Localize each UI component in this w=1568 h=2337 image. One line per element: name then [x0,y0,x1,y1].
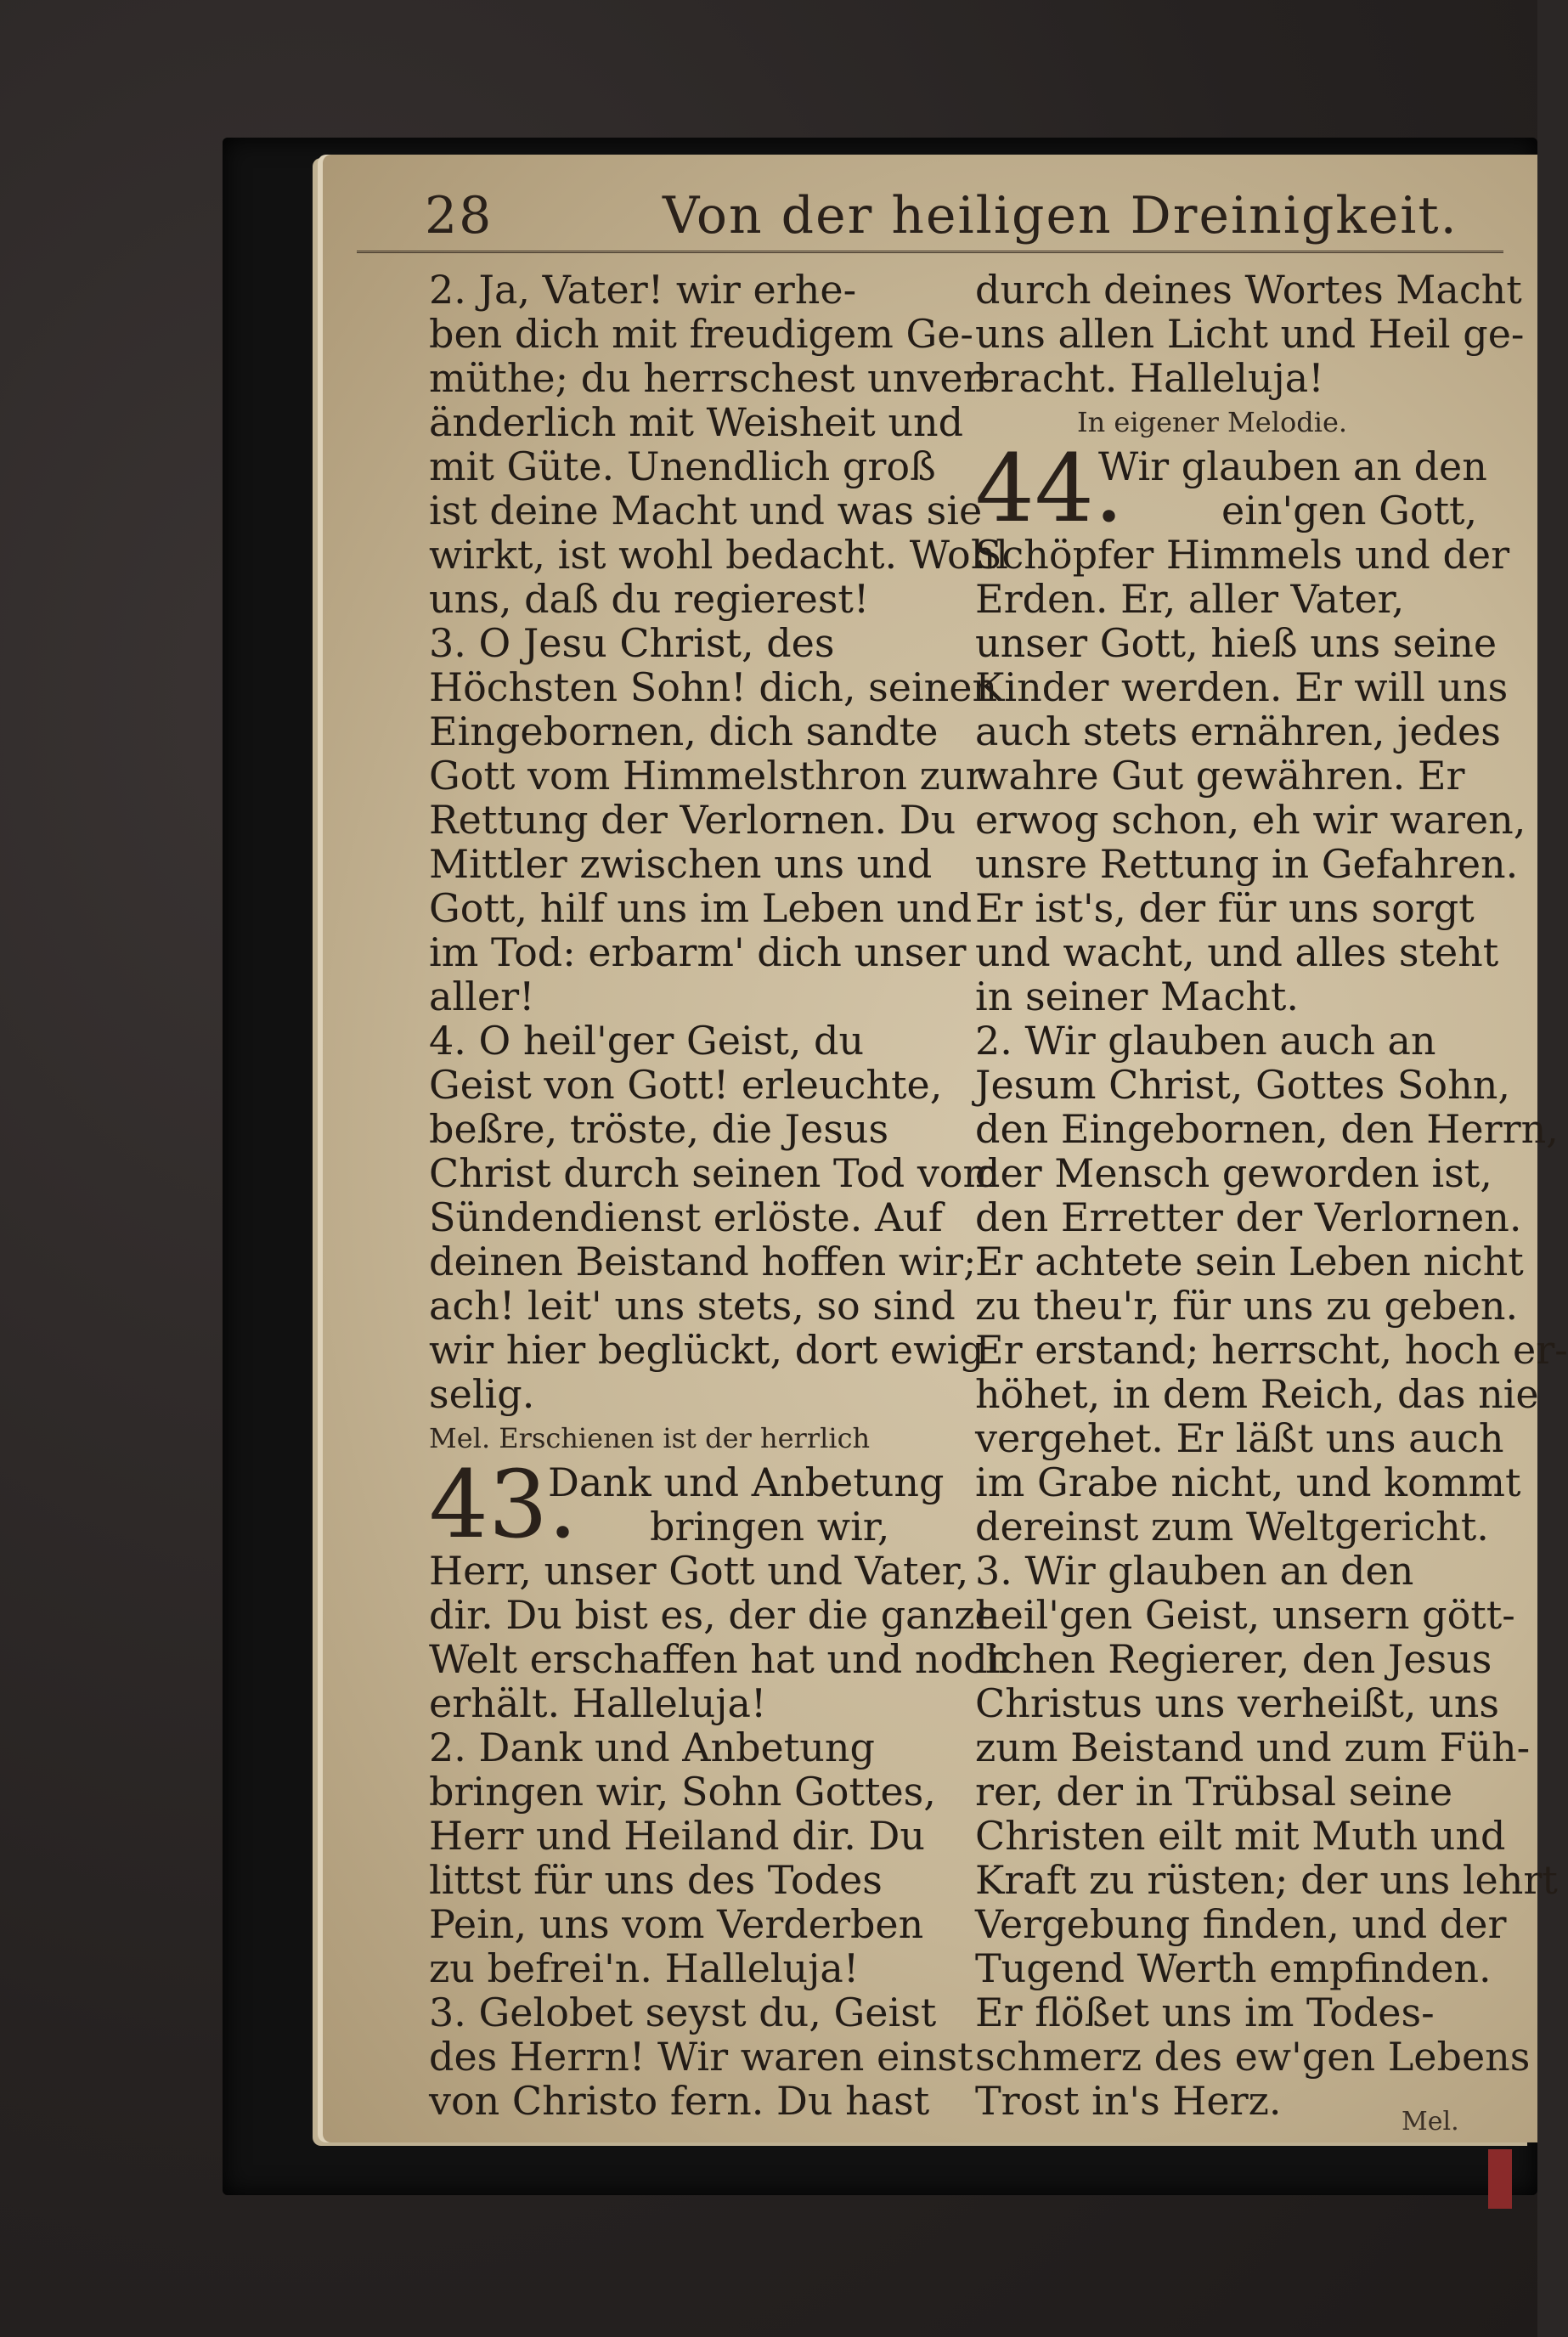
hymn-number: 43. [429,1450,578,1559]
text-line: Christus uns verheißt, uns [975,1680,1500,1726]
text-line: Gott, hilf uns im Leben und [429,885,973,931]
hymn-second-line: bringen wir, [650,1504,890,1550]
text-line: Trost in's Herz. [975,2078,1282,2124]
text-line: ben dich mit freudigem Ge- [429,311,973,357]
hymn-first-line: Wir glauben an den [1098,443,1487,489]
text-line: unser Gott, hieß uns seine [975,620,1497,666]
melody-note: In eigener Melodie. [1077,406,1348,438]
text-line: in seiner Macht. [975,974,1299,1019]
text-line: müthe; du herrschest unver- [429,355,996,401]
text-line: im Grabe nicht, und kommt [975,1459,1521,1505]
text-line: 2. Ja, Vater! wir erhe- [429,267,857,313]
text-line: dir. Du bist es, der die ganze [429,1592,998,1638]
text-line: änderlich mit Weisheit und [429,399,964,445]
hymn-second-line: ein'gen Gott, [1221,488,1478,533]
text-line: littst für uns des Todes [429,1857,883,1903]
text-line: 2. Dank und Anbetung [429,1725,875,1770]
text-line: wahre Gut gewähren. Er [975,753,1465,799]
text-line: Kinder werden. Er will uns [975,664,1509,710]
text-line: Jesum Christ, Gottes Sohn, [975,1062,1510,1108]
hymn-heading [975,434,1506,543]
text-line: 3. Gelobet seyst du, Geist [429,1990,937,2035]
text-line: und wacht, und alles steht [975,929,1499,975]
text-line: mit Güte. Unendlich groß [429,443,936,489]
text-line: heil'gen Geist, unsern gött- [975,1592,1515,1638]
text-line: dereinst zum Weltgericht. [975,1504,1489,1550]
text-line: wir hier beglückt, dort ewig [429,1327,984,1373]
text-line: Mittler zwischen uns und [429,841,933,887]
bookmark-ribbon [1488,2149,1512,2209]
text-line: Herr, unser Gott und Vater, [429,1548,969,1594]
page-number: 28 [425,186,494,246]
text-line: im Tod: erbarm' dich unser [429,929,967,975]
text-line: den Eingebornen, den Herrn, [975,1106,1559,1152]
text-line: erhält. Halleluja! [429,1680,767,1726]
text-line: unsre Rettung in Gefahren. [975,841,1519,887]
text-line: rer, der in Trübsal seine [975,1769,1453,1815]
left-column [429,267,1011,2124]
text-line: Er flößet uns im Todes- [975,1990,1435,2035]
text-line: zum Beistand und zum Füh- [975,1725,1531,1770]
text-line: auch stets ernähren, jedes [975,708,1501,754]
text-line: uns, daß du regierest! [429,576,870,622]
text-line: höhet, in dem Reich, das nie [975,1371,1539,1417]
text-line: zu theu'r, für uns zu geben. [975,1283,1519,1329]
text-line: bracht. Halleluja! [975,355,1324,401]
text-line: Er ist's, der für uns sorgt [975,885,1475,931]
running-title: Von der heiligen Dreinigkeit. [663,186,1458,246]
text-line: Er achtete sein Leben nicht [975,1239,1524,1284]
hymn-number: 44. [975,434,1124,543]
text-line: vergehet. Er läßt uns auch [975,1415,1504,1461]
text-line: uns allen Licht und Heil ge- [975,311,1525,357]
text-line: 2. Wir glauben auch an [975,1018,1436,1064]
text-line: Sündendienst erlöste. Auf [429,1194,943,1240]
text-line: Christen eilt mit Muth und [975,1813,1506,1859]
text-line: Tugend Werth empfinden. [975,1945,1492,1991]
text-line: beßre, tröste, die Jesus [429,1106,889,1152]
text-line: bringen wir, Sohn Gottes, [429,1769,936,1815]
text-line: den Erretter der Verlornen. [975,1194,1522,1240]
text-line: Pein, uns vom Verderben [429,1901,924,1947]
text-line: Herr und Heiland dir. Du [429,1813,925,1859]
text-line: Kraft zu rüsten; der uns lehrt [975,1857,1558,1903]
text-line: durch deines Wortes Macht [975,267,1522,313]
text-line: zu befrei'n. Halleluja! [429,1945,860,1991]
melody-note: Mel. Erschienen ist der herrlich [429,1422,871,1454]
text-line: aller! [429,974,535,1019]
text-line: 3. O Jesu Christ, des [429,620,835,666]
text-line: wirkt, ist wohl bedacht. Wohl [429,532,1008,578]
text-line: 4. O heil'ger Geist, du [429,1018,865,1064]
text-line: Geist von Gott! erleuchte, [429,1062,943,1108]
text-line: deinen Beistand hoffen wir; [429,1239,977,1284]
text-line: Rettung der Verlornen. Du [429,797,956,843]
text-line: ach! leit' uns stets, so sind [429,1283,956,1329]
text-line: des Herrn! Wir waren einst [429,2034,973,2080]
text-line: Er erstand; herrscht, hoch er- [975,1327,1568,1373]
text-line: Eingebornen, dich sandte [429,708,939,754]
page-header [357,174,1503,253]
text-line: von Christo fern. Du hast [429,2078,930,2124]
text-line: 3. Wir glauben an den [975,1548,1414,1594]
text-line: Vergebung finden, und der [975,1901,1507,1947]
text-line: Schöpfer Himmels und der [975,532,1510,578]
right-column [975,267,1568,2124]
text-line: Höchsten Sohn! dich, seinen [429,664,998,710]
catchword: Mel. [1402,2107,1459,2137]
text-line: Christ durch seinen Tod vom [429,1150,1001,1196]
text-line: Welt erschaffen hat und noch [429,1636,1011,1682]
text-line: lichen Regierer, den Jesus [975,1636,1492,1682]
text-line: Erden. Er, aller Vater, [975,576,1405,622]
text-line: der Mensch geworden ist, [975,1150,1492,1196]
text-line: Gott vom Himmelsthron zur [429,753,984,799]
text-line: ist deine Macht und was sie [429,488,983,533]
hymn-first-line: Dank und Anbetung [548,1459,945,1505]
hymn-heading [429,1450,960,1559]
text-line: selig. [429,1371,535,1417]
text-line: schmerz des ew'gen Lebens [975,2034,1531,2080]
text-line: erwog schon, eh wir waren, [975,797,1526,843]
